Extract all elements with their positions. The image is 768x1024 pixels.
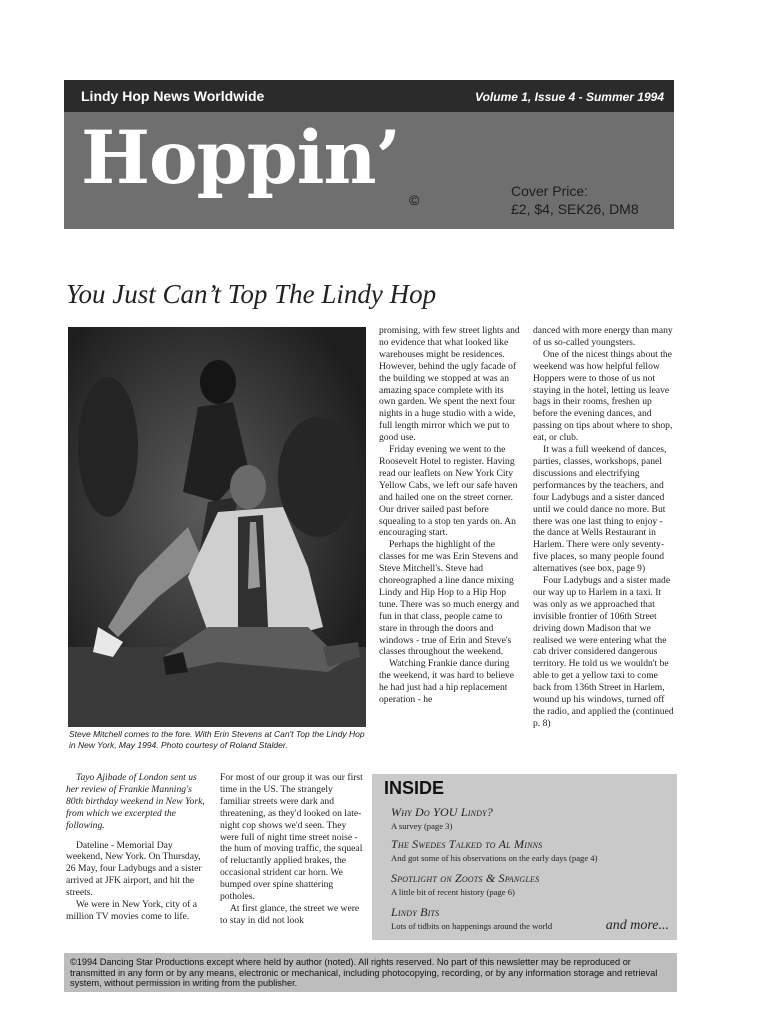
paragraph: Dateline - Memorial Day weekend, New York. On Thursday, 26 May, four Ladybugs and a sister arrived at JFK airport, and hit the streets.	[66, 839, 202, 899]
paragraph: Watching Frankie dance during the weekend, it was hard to believe he had just had a hip replacement operation - he	[379, 658, 515, 706]
inside-title: INSIDE	[384, 778, 445, 798]
masthead-banner	[64, 112, 674, 229]
inside-item-heading: Why Do YOU Lindy?	[391, 805, 493, 819]
and-more-label: and more...	[605, 918, 669, 933]
paragraph: We were in New York, city of a million TV movies come to life.	[66, 899, 197, 922]
paragraph: Four Ladybugs and a sister made our way up to Harlem in a taxi. It was only as we approached that invisible frontier of 106th Street driving down Madison that we realised we were entering what the cab driver considered dangerous territory. He told us we wouldn't be able to get a yellow taxi to come back from 136th Street in Harlem, wound up his windows, turned off the radio, and applied the (continued p. 8)	[533, 575, 674, 729]
paragraph: One of the nicest things about the weekend was how helpful fellow Hoppers were to those of us not staying in the hotel, letting us leave bags in their rooms, freshen up before the evening dances, and passing on tips about where to shop, eat, or club.	[533, 348, 673, 444]
copyright-footer	[64, 953, 677, 992]
cover-price-label: Cover Price:	[511, 183, 589, 199]
copyright-mark: ©	[409, 192, 420, 208]
paragraph: Friday evening we went to the Roosevelt Hotel to register. Having read our leaflets on New York City Yellow Cabs, we left our safe haven and hailed one on the street corner. Our driver sailed past before squealing to a stop ten yards on. An encouraging start.	[379, 444, 518, 539]
photo-caption: Steve Mitchell comes to the fore. With Erin Stevens at Can't Top the Lindy Hop in New York, May 1994. Photo courtesy of Roland Stalder.	[69, 729, 365, 750]
article-column-1	[379, 325, 520, 706]
masthead-bar	[64, 80, 674, 112]
dancers-photo	[68, 327, 366, 727]
article-column-3	[66, 772, 209, 923]
masthead-tagline: Lindy Hop News Worldwide	[81, 88, 265, 104]
inside-item-sub: And got some of his observations on the early days (page 4)	[391, 853, 598, 863]
inside-item-heading: Lindy Bits	[391, 905, 440, 919]
article-headline: You Just Can’t Top The Lindy Hop	[66, 279, 437, 309]
cover-price	[511, 182, 639, 218]
paragraph: danced with more energy than many of us so-called youngsters.	[533, 325, 673, 348]
inside-item	[391, 805, 671, 831]
article-column-2	[533, 325, 675, 730]
dancers-photo-illustration	[68, 327, 366, 727]
footer-text: ©1994 Dancing Star Productions except where held by author (noted). All rights reserved. No part of this newsletter may be reproduced or transmitted in any form or by any means, electronic or mechanical, including photocopying, recording, or by any information storage and retrieval system, without permission in writing from the publisher.	[70, 957, 658, 989]
inside-item	[391, 871, 671, 897]
inside-item-heading: Spotlight on Zoots & Spangles	[391, 871, 540, 885]
paragraph: Perhaps the highlight of the classes for me was Erin Stevens and Steve Mitchell's. Steve had choreographed a line dance mixing Lindy and Hip Hop to a Hip Hop tune. There was so much energy and fun in that class, people came to stare in through the doors and windows - true of Erin and Steve's classes throughout the weekend.	[379, 539, 520, 658]
inside-item-sub: A little bit of recent history (page 6)	[391, 887, 515, 897]
issue-info: Volume 1, Issue 4 - Summer 1994	[475, 90, 664, 104]
paragraph: For most of our group it was our first time in the US. The strangely familiar streets were dark and threatening, as they'd looked on late-night cop shows we'd seen. They were full of night time street noise - the hum of moving traffic, the squeal of reluctantly applied brakes, the occasional strident car horn. We bumped over spine shattering potholes.	[220, 772, 363, 903]
cover-price-values: £2, $4, SEK26, DM8	[511, 201, 639, 217]
article-column-4	[220, 772, 363, 927]
inside-box	[372, 774, 677, 940]
inside-item	[391, 837, 671, 863]
intro-paragraph: Tayo Ajibade of London sent us her review of Frankie Manning's 80th birthday weekend in New York, from which we excerpted the following.	[66, 772, 205, 831]
paragraph: It was a full weekend of dances, parties, classes, workshops, panel discussions and electrifying performances by the teachers, and four Ladybugs and a sister danced until we could dance no more. But there was one last thing to enjoy - the dance at Wells Restaurant in Harlem. There were only seventy-five places, so many people found alternatives (see box, page 9)	[533, 444, 667, 575]
inside-item-sub: A survey (page 3)	[391, 821, 453, 831]
paragraph: promising, with few street lights and no evidence that what looked like warehouses might be residences. However, behind the ugly facade of the building we stopped at was an amazing space complete with its own garden. We spent the next four nights in a huge studio with a wide, full length mirror which we put to good use.	[379, 325, 520, 444]
paragraph: At first glance, the street we were to stay in did not look	[220, 902, 360, 926]
inside-item-heading: The Swedes Talked to Al Minns	[391, 837, 543, 851]
newsletter-title: Hoppin’	[81, 115, 400, 201]
inside-item-sub: Lots of tidbits on happenings around the world	[391, 921, 553, 931]
